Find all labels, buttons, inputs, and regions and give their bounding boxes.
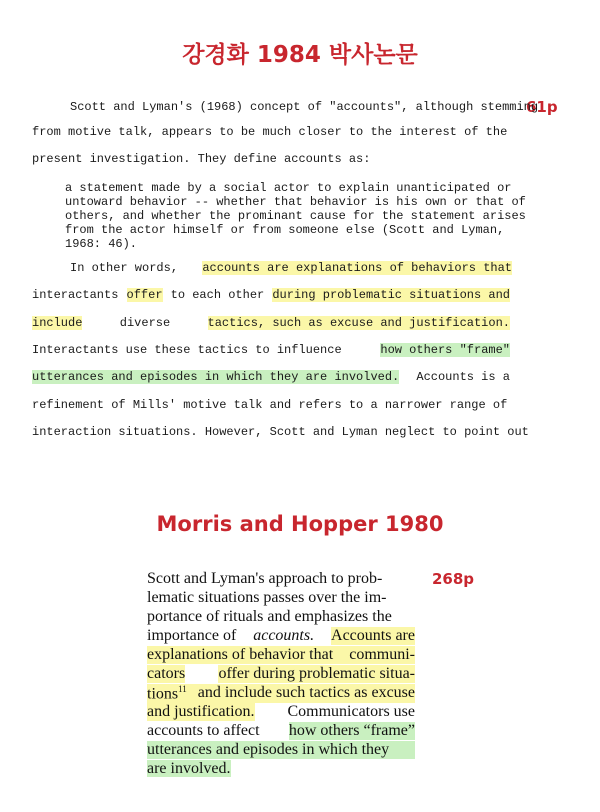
highlight-yellow: include [32,316,83,330]
quote-line: untoward behavior -- whether that behavior is his own or that of [65,195,526,209]
title-thesis: 강경화 1984 박사논문 [182,42,418,68]
text-line: Interactants use these tactics to influence how others "frame" [32,343,510,357]
page-number-top: 61p [526,98,558,116]
text-line: portance of rituals and emphasizes the [147,608,392,625]
highlight-green: utterances and episodes in which they are involved. [32,370,400,384]
text-line: utterances and episodes in which they are involved. Accounts is a [32,370,510,384]
text-line: interaction situations. However, Scott and Lyman neglect to point out [32,425,529,439]
highlight-yellow: tactics, such as excuse and justification. [207,316,510,330]
highlight-yellow: offer [126,288,163,302]
text-line [147,760,231,778]
text-line: accounts to affect how others “frame” [147,722,415,739]
highlight-yellow: Accounts are [331,627,415,644]
highlight-yellow: offer during problematic situa- [218,665,415,682]
quote-line: a statement made by a social actor to explain unanticipated or [65,181,512,195]
text-line: refinement of Mills' motive talk and refers to a narrower range of [32,398,508,412]
highlight-green: are involved. [147,760,231,777]
text-line: importance of accounts. Accounts are [147,627,415,644]
quote-line: from the actor himself or from someone else (Scott and Lyman, [65,223,505,237]
text-line: from motive talk, appears to be much closer to the interest of the [32,125,508,139]
quote-line: others, and whether the prominant cause for the statement arises [65,209,526,223]
text-line: tions$^{11}$ and include such tactics as excuse [147,684,415,703]
text-line: cators offer during problematic situa- [147,665,415,682]
highlight-green: how others “frame” [288,722,415,739]
title-book: Morris and Hopper 1980 [156,512,444,536]
highlight-yellow: during problematic situations and [272,288,510,302]
text-line: utterances and episodes in which they [147,741,415,759]
text-line: lematic situations passes over the im- [147,589,387,606]
text-line: present investigation. They define accounts as: [32,152,371,166]
text-line: and justification. Communicators use [147,703,415,720]
text-line: interactants offer to each other during problematic situations and [32,288,510,302]
text-line: In other words, accounts are explanations of behaviors that [70,261,512,275]
text-line: include diverse tactics, such as excuse and justification. [32,316,510,330]
text-line: Scott and Lyman's (1968) concept of "accounts", although stemming [70,100,539,114]
text-line: explanations of behavior that communi- [147,646,415,663]
text-line: Scott and Lyman's approach to prob- [147,570,383,587]
page-number-bottom: 268p [432,570,475,588]
highlight-yellow: and justification. [147,703,255,720]
highlight-yellow: accounts are explanations of behaviors that [202,261,512,275]
quote-line: 1968: 46). [65,237,138,251]
highlight-green: how others "frame" [380,343,510,357]
